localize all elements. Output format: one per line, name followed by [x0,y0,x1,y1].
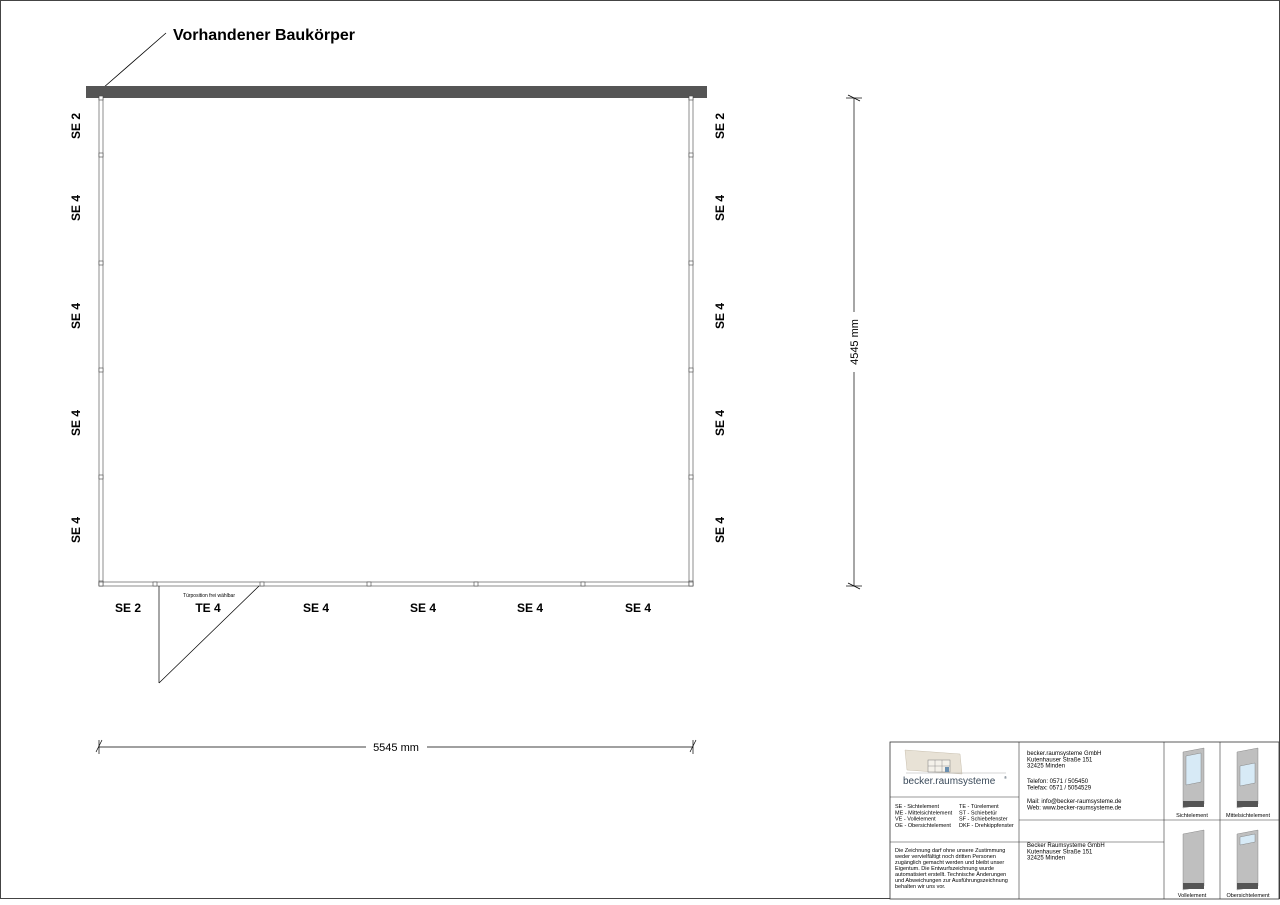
wall-joints [99,96,693,586]
door-position-note: Türposition frei wählbar [183,593,235,599]
title-block [890,742,1279,899]
address-line: 32425 Minden [1027,855,1066,862]
left-wall-element-label: SE 2 [69,112,83,140]
front-wall-element-label: TE 4 [195,601,221,615]
existing-building-leader [103,33,166,88]
svg-text:®: ® [1004,775,1007,780]
left-wall-element-label: SE 4 [69,194,83,222]
right-wall-element-label: SE 4 [713,409,727,437]
wall-joint [367,582,371,586]
wall-joint [581,582,585,586]
front-wall [99,582,693,586]
depth-dimension-text: 4545 mm [849,319,861,365]
right-wall-element-label: SE 4 [713,516,727,544]
walls [99,98,693,586]
right-wall-element-label: SE 2 [713,112,727,140]
existing-building-wall [86,86,707,98]
company-line: becker.raumsysteme GmbH [1027,751,1102,757]
logo-text: becker.raumsysteme [903,776,996,787]
wall-joint [260,582,264,586]
right-wall-labels [713,113,727,543]
element-thumb-sichtelement [1183,748,1204,808]
disclaimer-line: weder vervielfältigt noch dritten Personen [895,854,996,860]
wall-joint [689,582,693,586]
wall-joint [99,153,103,157]
element-thumb-vollelement [1183,830,1204,890]
element-type-label: Mittelsichtelement [1225,813,1271,819]
disclaimer-line: Eigentum. Die Entwurfszeichnung wurde [895,866,995,872]
address-line: Becker Raumsysteme GmbH [1027,843,1105,849]
element-type-label: Obersichtelement [1226,893,1270,899]
front-wall-labels [115,601,651,615]
disclaimer-line: Die Zeichnung darf ohne unsere Zustimmung [895,848,1006,854]
disclaimer-line: zugänglich gemacht werden und bleibt unser [895,860,1005,866]
web-line: Web: www.becker-raumsysteme.de [1027,805,1122,812]
front-wall-element-label: SE 4 [624,601,652,615]
web-info [1027,799,1122,811]
disclaimer-line: und Abweichungen zur Ausführungszeichnung [895,878,1008,884]
wall-joint [153,582,157,586]
legend-item: VE - Vollelement [895,816,936,823]
left-wall-element-label: SE 4 [69,516,83,544]
front-wall-element-label: SE 2 [114,601,142,615]
legend-item: DKF - Drehkippfenster [959,822,1014,829]
width-dimension [96,740,696,754]
legend-item: SF - Schiebefenster [959,816,1008,823]
right-wall-element-label: SE 4 [713,302,727,330]
disclaimer-line: behalten wir uns vor. [895,884,946,890]
legend-item: ME - Mittelsichtelement [895,810,953,817]
contact-info [1027,779,1092,791]
contact-line: Telefon: 0571 / 505450 [1027,779,1089,785]
element-type-label: Vollelement [1177,893,1207,899]
element-thumb-mittelsichtelement [1237,748,1258,808]
legend-item: TE - Türelement [959,804,999,810]
wall-joint [99,582,103,586]
left-wall-element-label: SE 4 [69,302,83,330]
wall-joint [689,96,693,100]
legend-item: ST - Schiebetür [959,810,998,817]
wall-joint [689,261,693,265]
contact-line: Telefax: 0571 / 5054529 [1027,785,1092,792]
front-wall-element-label: SE 4 [302,601,330,615]
company-line: 32425 Minden [1027,763,1066,770]
wall-joint [99,368,103,372]
right-wall-element-label: SE 4 [713,194,727,222]
disclaimer-line: automatisiert erstellt. Technische Änderungen [895,872,1007,878]
disclaimer [894,848,1008,890]
width-dimension-text: 5545 mm [373,742,419,754]
front-wall-element-label: SE 4 [409,601,437,615]
element-type-label: Sichtelement [1176,813,1208,819]
wall-joint [99,475,103,479]
company-line: Kutenhauser Straße 151 [1027,757,1093,764]
wall-joint [689,153,693,157]
legend-item: SE - Sichtelement [895,804,940,810]
wall-joint [99,96,103,100]
wall-joint [689,368,693,372]
element-thumb-obersichtelement [1237,830,1258,890]
left-wall-element-label: SE 4 [69,409,83,437]
wall-joint [689,475,693,479]
left-wall [99,98,103,586]
front-wall-element-label: SE 4 [516,601,544,615]
right-wall [689,98,693,586]
legend-item: OE - Obersichtelement [895,822,951,829]
existing-building-label: Vorhandener Baukörper [173,27,355,44]
wall-joint [474,582,478,586]
web-line: Mail: info@becker-raumsysteme.de [1027,799,1122,805]
address-line: Kutenhauser Straße 151 [1027,849,1093,856]
wall-joint [99,261,103,265]
left-wall-labels [69,113,83,543]
depth-dimension [846,95,862,589]
